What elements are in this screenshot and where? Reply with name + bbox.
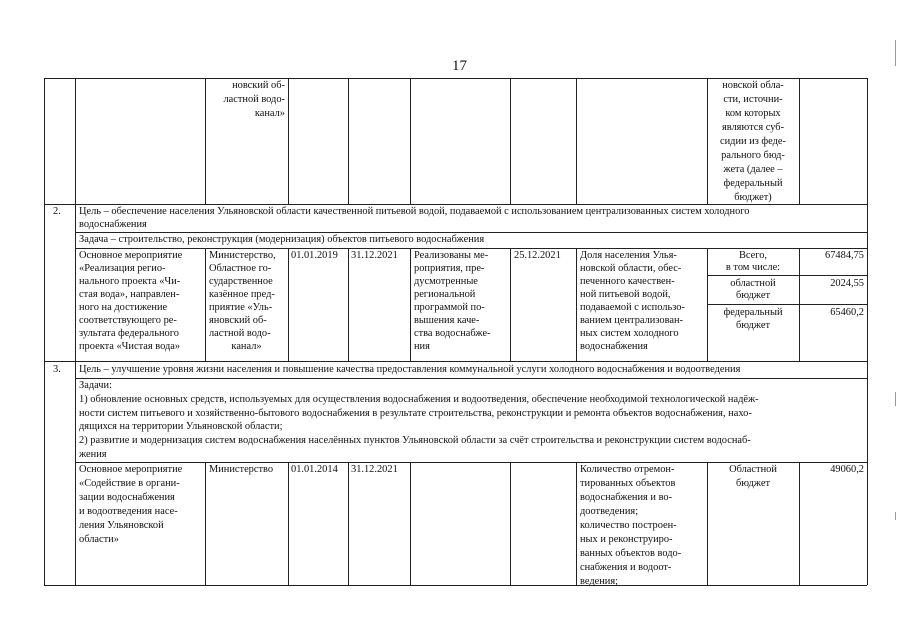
section2-result-line: Реализованы ме- bbox=[414, 250, 489, 261]
section3-indicator-line: количество построен- bbox=[580, 520, 677, 531]
section2-exec-line: ластной водо- bbox=[209, 328, 271, 339]
section2-result-date: 25.12.2021 bbox=[514, 250, 561, 261]
cont-source-line: рального бюд- bbox=[721, 150, 785, 161]
section2-event-line: соответствующего ре- bbox=[79, 315, 177, 326]
section2-result-line: ния bbox=[414, 341, 430, 352]
section2-event-line: нального проекта «Чи- bbox=[79, 276, 181, 287]
cont-exec-line: новский об- bbox=[232, 80, 285, 91]
section3-indicator-line: тированных объектов bbox=[580, 478, 676, 489]
section2-event-line: «Реализация регио- bbox=[79, 263, 166, 274]
section2-indicator-line: водоснабжения bbox=[580, 341, 648, 352]
section2-source-label: бюджет bbox=[735, 290, 770, 301]
section3-task-line: 2) развитие и модернизация систем водоснабжения населённых пунктов Ульяновской области за счёт строительства и реконструкции систем водоснаб- bbox=[79, 435, 751, 446]
section2-amount: 2024,55 bbox=[830, 278, 864, 289]
section3-event-line: «Содействие в органи- bbox=[79, 478, 180, 489]
section3-task-line: 1) обновление основных средств, используемых для осуществления водоснабжения и водоотведения, обеспечение необходимой технологической надёж- bbox=[79, 394, 759, 405]
section2-exec-line: казённое пред- bbox=[209, 289, 275, 300]
section2-exec-line: сударственное bbox=[209, 276, 273, 287]
section2-result-line: роприятия, пре- bbox=[414, 263, 485, 274]
cont-source-line: жета (далее – bbox=[723, 164, 783, 175]
section2-indicator-line: подаваемой с использо- bbox=[580, 302, 685, 313]
section2-event-line: Основное мероприятие bbox=[79, 250, 183, 261]
section3-task-line: дящихся на территории Ульяновской области; bbox=[79, 421, 283, 432]
cont-source-line: ком которых bbox=[725, 108, 781, 119]
section2-end-date: 31.12.2021 bbox=[351, 250, 398, 261]
cont-source-line: новской обла- bbox=[722, 80, 784, 91]
section2-indicator-line: новской области, обес- bbox=[580, 263, 682, 274]
cont-source-line: сидии из феде- bbox=[719, 136, 786, 147]
section2-amount: 65460,2 bbox=[830, 307, 864, 318]
section2-source-label: областной bbox=[730, 278, 776, 289]
section2-exec-line: Министерство, bbox=[209, 250, 276, 261]
section3-amount: 49060,2 bbox=[830, 464, 864, 475]
cont-exec-line: ластной водо- bbox=[223, 94, 285, 105]
cont-source-line: бюджет) bbox=[734, 192, 772, 203]
scan-margin-mark bbox=[895, 40, 896, 66]
section2-result-line: ства водоснабже- bbox=[414, 328, 491, 339]
section3-source-label: бюджет bbox=[735, 478, 770, 489]
scan-margin-mark bbox=[895, 392, 896, 406]
section2-indicator-line: ной питьевой водой, bbox=[580, 289, 671, 300]
section3-end-date: 31.12.2021 bbox=[351, 464, 398, 475]
cont-source-line: сти, источни- bbox=[723, 94, 783, 105]
section3-indicator-line: Количество отремон- bbox=[580, 464, 675, 475]
section2-exec-line: яновский об- bbox=[209, 315, 267, 326]
section3-goal: Цель – улучшение уровня жизни населения и повышение качества предоставления коммунальной услуги холодного водоснабжения и водоотведения bbox=[79, 364, 741, 375]
section2-result-line: вышения каче- bbox=[414, 315, 480, 326]
section3-indicator-line: ванных объектов водо- bbox=[580, 548, 682, 559]
section2-source-label: в том числе: bbox=[725, 262, 781, 273]
page-number: 17 bbox=[452, 58, 467, 74]
section3-indicator-line: ных и реконструиро- bbox=[580, 534, 673, 545]
section2-number: 2. bbox=[53, 206, 61, 217]
section2-indicator-line: печенного качествен- bbox=[580, 276, 675, 287]
section3-task-line: Задачи: bbox=[79, 380, 112, 391]
section3-indicator-line: ведения; bbox=[580, 576, 619, 587]
section2-event-line: проекта «Чистая вода» bbox=[79, 341, 181, 352]
section3-source-label: Областной bbox=[729, 464, 777, 475]
section3-start-date: 01.01.2014 bbox=[291, 464, 338, 475]
section2-source-label: федеральный bbox=[723, 307, 783, 318]
section3-task-line: жения bbox=[79, 449, 107, 460]
section2-result-line: программой по- bbox=[414, 302, 485, 313]
section2-exec-line: Областное го- bbox=[209, 263, 272, 274]
section3-indicator-line: водоснабжения и во- bbox=[580, 492, 673, 503]
section2-indicator-line: ванием централизован- bbox=[580, 315, 683, 326]
section2-indicator-line: Доля населения Улья- bbox=[580, 250, 677, 261]
section2-exec-line: приятие «Уль- bbox=[209, 302, 273, 313]
section3-event-line: Основное мероприятие bbox=[79, 464, 183, 475]
cont-source-line: федеральный bbox=[723, 178, 783, 189]
section2-indicator-line: ных систем холодного bbox=[580, 328, 679, 339]
section2-source-label: Всего, bbox=[738, 250, 768, 261]
section2-result-line: дусмотренные bbox=[414, 276, 478, 287]
section2-exec-line: канал» bbox=[231, 341, 262, 352]
section3-event-line: области» bbox=[79, 534, 119, 545]
section3-exec: Министерство bbox=[209, 464, 274, 475]
section3-indicator-line: снабжения и водоот- bbox=[580, 562, 672, 573]
section2-event-line: зультата федерального bbox=[79, 328, 179, 339]
section3-task-line: ности систем питьевого и хозяйственно-бытового водоснабжения в результате строительства, реконструкции и ремонта объектов водоснабжения, нахо- bbox=[79, 408, 752, 419]
section2-start-date: 01.01.2019 bbox=[291, 250, 338, 261]
section3-event-line: зации водоснабжения bbox=[79, 492, 175, 503]
cont-source-line: являются суб- bbox=[721, 122, 785, 133]
section3-event-line: и водоотведения насе- bbox=[79, 506, 178, 517]
cont-exec-line: канал» bbox=[254, 108, 285, 119]
section2-event-line: ного на достижение bbox=[79, 302, 168, 313]
section2-goal-line: Цель – обеспечение населения Ульяновской области качественной питьевой водой, подаваемой с использованием централизованных систем холодного bbox=[79, 206, 750, 217]
scan-margin-mark bbox=[895, 512, 896, 520]
section3-indicator-line: доотведения; bbox=[580, 506, 639, 517]
section3-number: 3. bbox=[53, 364, 61, 375]
section2-goal-line: водоснабжения bbox=[79, 219, 147, 230]
section2-amount: 67484,75 bbox=[825, 250, 864, 261]
section3-event-line: ления Ульяновской bbox=[79, 520, 164, 531]
section2-event-line: стая вода», направлен- bbox=[79, 289, 180, 300]
section2-source-label: бюджет bbox=[735, 320, 770, 331]
section2-task: Задача – строительство, реконструкция (модернизация) объектов питьевого водоснабжения bbox=[79, 234, 485, 245]
section2-result-line: региональной bbox=[414, 289, 476, 300]
